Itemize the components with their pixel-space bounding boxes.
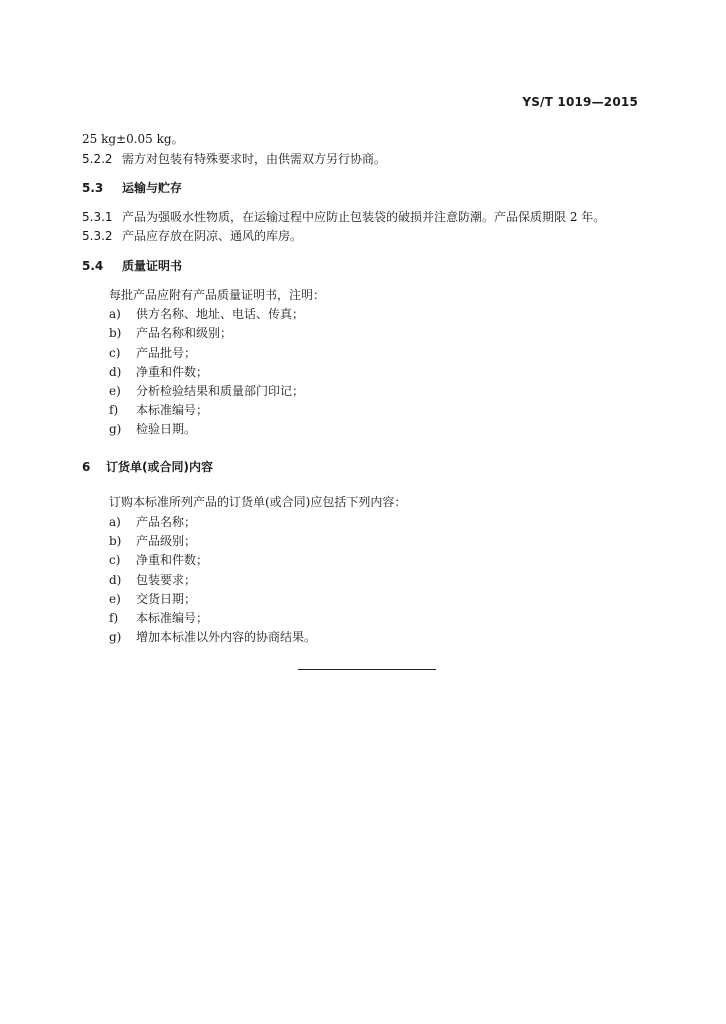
list-text: 净重和件数； xyxy=(136,365,209,379)
section-number: 5.4 xyxy=(82,259,104,273)
list-label: e) xyxy=(109,384,121,398)
clause-number: 5.3.1 xyxy=(82,210,113,224)
clause-text: 产品为强吸水性物质，在运输过程中应防止包装袋的破损并注意防潮。产品保质期限 2 年。 xyxy=(122,210,606,224)
clause-5-2-2 xyxy=(82,151,386,167)
list-text: 供方名称、地址、电话、传真； xyxy=(136,307,305,321)
section-title: 订货单(或合同)内容 xyxy=(106,460,213,474)
list-item xyxy=(109,552,208,568)
section-number: 6 xyxy=(82,460,91,474)
list-label: f) xyxy=(109,611,119,625)
quality-cert-intro: 每批产品应附有产品质量证明书，注明： xyxy=(109,288,326,302)
list-label: a) xyxy=(109,515,121,529)
section-number: 5.3 xyxy=(82,181,104,195)
list-text: 产品名称； xyxy=(136,515,197,529)
list-label: c) xyxy=(109,346,121,360)
list-label: g) xyxy=(109,422,122,436)
list-label: a) xyxy=(109,307,121,321)
clause-number: 5.2.2 xyxy=(82,152,113,166)
list-text: 包装要求； xyxy=(136,573,197,587)
list-item xyxy=(109,383,304,399)
end-of-document-rule xyxy=(298,669,436,670)
list-label: d) xyxy=(109,573,122,587)
list-text: 本标准编号； xyxy=(136,611,209,625)
clause-5-3-1 xyxy=(82,209,605,225)
list-text: 分析检验结果和质量部门印记； xyxy=(136,384,305,398)
list-text: 产品名称和级别； xyxy=(136,326,233,340)
list-label: b) xyxy=(109,326,122,340)
clause-text: 产品应存放在阴凉、通风的库房。 xyxy=(122,229,303,243)
list-item xyxy=(109,345,196,361)
list-item xyxy=(109,306,304,322)
list-item xyxy=(109,402,208,418)
list-label: c) xyxy=(109,553,121,567)
section-5-4-heading xyxy=(82,258,182,274)
clause-number: 5.3.2 xyxy=(82,229,113,243)
list-text: 检验日期。 xyxy=(136,422,197,436)
list-label: g) xyxy=(109,630,122,644)
section-title: 质量证明书 xyxy=(122,259,183,273)
list-item xyxy=(109,421,196,437)
list-label: f) xyxy=(109,403,119,417)
list-item xyxy=(109,533,196,549)
list-item xyxy=(109,572,196,588)
list-item xyxy=(109,514,196,530)
list-item xyxy=(109,364,208,380)
section-6-heading xyxy=(82,459,213,475)
list-label: d) xyxy=(109,365,122,379)
list-item xyxy=(109,629,316,645)
list-text: 产品批号； xyxy=(136,346,197,360)
document-id-header: YS/T 1019—2015 xyxy=(522,95,638,109)
clause-5-3-2 xyxy=(82,228,302,244)
list-text: 产品级别； xyxy=(136,534,197,548)
clause-5-2-1-tail: 25 kg±0.05 kg。 xyxy=(82,132,184,146)
clause-text: 需方对包装有特殊要求时，由供需双方另行协商。 xyxy=(122,152,387,166)
list-text: 本标准编号； xyxy=(136,403,209,417)
list-text: 交货日期； xyxy=(136,592,197,606)
list-item xyxy=(109,610,208,626)
section-title: 运输与贮存 xyxy=(122,181,183,195)
list-item xyxy=(109,325,232,341)
list-label: e) xyxy=(109,592,121,606)
list-text: 净重和件数； xyxy=(136,553,209,567)
section-5-3-heading xyxy=(82,180,182,196)
list-item xyxy=(109,591,196,607)
list-label: b) xyxy=(109,534,122,548)
list-text: 增加本标准以外内容的协商结果。 xyxy=(136,630,317,644)
order-contents-intro: 订购本标准所列产品的订货单(或合同)应包括下列内容： xyxy=(109,495,407,509)
